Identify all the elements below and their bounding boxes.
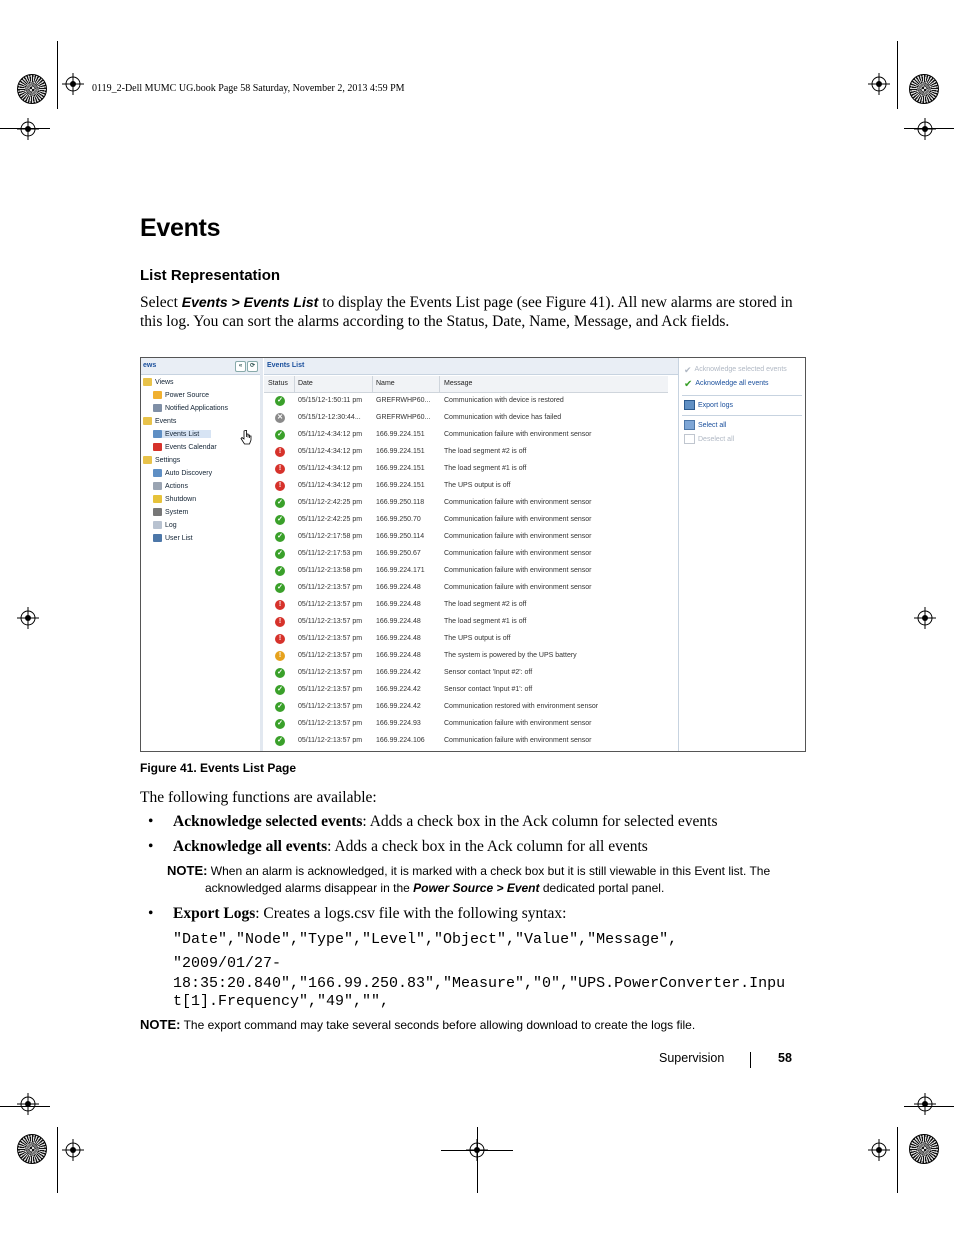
table-header bbox=[264, 376, 668, 393]
ok-status-icon: ✓ bbox=[275, 566, 285, 576]
cell-name: 166.99.224.42 bbox=[376, 703, 421, 710]
power-source-icon bbox=[153, 391, 162, 399]
cell-message: The system is powered by the UPS battery bbox=[444, 652, 577, 659]
ok-status-icon: ✓ bbox=[275, 430, 285, 440]
bullet-marker: • bbox=[148, 838, 154, 855]
tree-item-label: Events Calendar bbox=[165, 443, 217, 451]
critical-status-icon: ! bbox=[275, 481, 285, 491]
cell-date: 05/15/12-12:30:44... bbox=[298, 414, 361, 421]
table-row[interactable] bbox=[264, 495, 668, 512]
table-row[interactable] bbox=[264, 546, 668, 563]
footer-section: Supervision bbox=[659, 1051, 725, 1065]
crop-mark bbox=[57, 1127, 58, 1193]
ok-status-icon: ✓ bbox=[275, 532, 285, 542]
tree-item-label: Power Source bbox=[165, 391, 209, 399]
critical-status-icon: ! bbox=[275, 634, 285, 644]
table-row[interactable] bbox=[264, 699, 668, 716]
tree-item-label: System bbox=[165, 508, 189, 516]
tree-item-label: Actions bbox=[165, 482, 188, 490]
refresh-button[interactable]: ⟳ bbox=[247, 361, 258, 372]
cell-message: The load segment #2 is off bbox=[444, 448, 527, 455]
ok-status-icon: ✓ bbox=[275, 498, 285, 508]
cell-message: Communication failure with environment sensor bbox=[444, 550, 592, 557]
system-icon bbox=[153, 508, 162, 516]
cell-name: 166.99.250.114 bbox=[376, 533, 425, 540]
column-message[interactable]: Message bbox=[444, 380, 473, 387]
ok-status-icon: ✓ bbox=[275, 515, 285, 525]
intro-paragraph: Select Events > Events List to display the Events List page (see Figure 41). All new alarms are stored in this log. You can sort the alarms according to the Status, Date, Name, Message, and Ack fields. bbox=[140, 294, 793, 330]
divider bbox=[682, 415, 802, 416]
color-target-icon bbox=[909, 1134, 939, 1164]
cell-date: 05/11/12-2:42:25 pm bbox=[298, 516, 363, 523]
table-row[interactable] bbox=[264, 614, 668, 631]
cell-date: 05/11/12-2:13:57 pm bbox=[298, 703, 363, 710]
cell-message: Communication failure with environment sensor bbox=[444, 584, 592, 591]
table-row[interactable] bbox=[264, 410, 668, 427]
bullet-marker: • bbox=[148, 905, 154, 922]
cell-date: 05/11/12-4:34:12 pm bbox=[298, 448, 363, 455]
fail-status-icon: ✕ bbox=[275, 413, 285, 423]
tree-item[interactable] bbox=[143, 456, 180, 464]
column-name[interactable]: Name bbox=[376, 380, 395, 387]
export-logs-action[interactable]: Export logs bbox=[684, 400, 733, 410]
registration-mark-icon bbox=[914, 607, 936, 629]
code-line: "Date","Node","Type","Level","Object","Value","Message", bbox=[173, 931, 678, 948]
table-row[interactable] bbox=[264, 444, 668, 461]
crop-mark bbox=[897, 41, 898, 109]
cell-date: 05/11/12-2:17:58 pm bbox=[298, 533, 363, 540]
cell-date: 05/11/12-2:42:25 pm bbox=[298, 499, 363, 506]
cell-message: Communication failure with environment sensor bbox=[444, 720, 592, 727]
cell-message: Communication failure with environment sensor bbox=[444, 516, 592, 523]
cell-date: 05/11/12-2:13:57 pm bbox=[298, 686, 363, 693]
folder-icon bbox=[143, 417, 152, 425]
cell-message: Sensor contact 'Input #1': off bbox=[444, 686, 533, 693]
ok-status-icon: ✓ bbox=[275, 583, 285, 593]
user-list-icon bbox=[153, 534, 162, 542]
cell-name: 166.99.224.151 bbox=[376, 465, 425, 472]
tree-item-label: Shutdown bbox=[165, 495, 197, 503]
cell-message: Communication failure with environment sensor bbox=[444, 567, 592, 574]
color-target-icon bbox=[909, 74, 939, 104]
tree-item[interactable] bbox=[153, 391, 209, 399]
events-list-header: Events List bbox=[264, 358, 678, 375]
note-export: NOTE: The export command may take several seconds before allowing download to create the logs file. bbox=[140, 1017, 696, 1032]
table-row[interactable] bbox=[264, 716, 668, 733]
ok-status-icon: ✓ bbox=[275, 549, 285, 559]
ok-status-icon: ✓ bbox=[275, 702, 285, 712]
table-row[interactable] bbox=[264, 563, 668, 580]
tree-item[interactable] bbox=[153, 443, 217, 451]
cell-name: 166.99.224.93 bbox=[376, 720, 421, 727]
cell-name: 166.99.224.151 bbox=[376, 448, 425, 455]
shutdown-icon bbox=[153, 495, 162, 503]
table-row[interactable] bbox=[264, 648, 668, 665]
book-slug: 0119_2-Dell MUMC UG.book Page 58 Saturday, November 2, 2013 4:59 PM bbox=[92, 83, 405, 94]
crop-mark bbox=[897, 1127, 898, 1193]
cell-name: 166.99.224.106 bbox=[376, 737, 425, 744]
cell-date: 05/11/12-4:34:12 pm bbox=[298, 465, 363, 472]
tree-item[interactable] bbox=[143, 378, 174, 386]
tree-item-label: User List bbox=[165, 534, 193, 542]
menu-path: Events > Events List bbox=[181, 294, 319, 310]
collapse-button[interactable]: « bbox=[235, 361, 246, 372]
folder-icon bbox=[143, 378, 152, 386]
navigation-panel bbox=[141, 358, 261, 751]
cell-name: 166.99.224.42 bbox=[376, 686, 421, 693]
registration-mark-icon bbox=[17, 607, 39, 629]
cell-message: The load segment #2 is off bbox=[444, 601, 527, 608]
critical-status-icon: ! bbox=[275, 617, 285, 627]
bullet-marker: • bbox=[148, 813, 154, 830]
cell-name: 166.99.224.171 bbox=[376, 567, 425, 574]
cell-date: 05/11/12-2:13:57 pm bbox=[298, 669, 363, 676]
registration-mark-icon bbox=[17, 1093, 39, 1115]
checkmark-icon: ✔ bbox=[684, 379, 693, 390]
table-row[interactable] bbox=[264, 529, 668, 546]
tree-item[interactable] bbox=[143, 417, 176, 425]
list-icon bbox=[153, 430, 162, 438]
bullet-export-logs: Export Logs: Creates a logs.csv file with the following syntax: bbox=[173, 905, 567, 922]
cell-message: The UPS output is off bbox=[444, 482, 511, 489]
cell-date: 05/11/12-2:13:57 pm bbox=[298, 652, 363, 659]
cell-name: 166.99.250.67 bbox=[376, 550, 421, 557]
table-row[interactable] bbox=[264, 512, 668, 529]
code-line: t[1].Frequency","49","", bbox=[173, 993, 390, 1010]
crop-mark bbox=[477, 1127, 478, 1193]
cell-name: GREFRWHP60... bbox=[376, 414, 431, 421]
tree-item[interactable] bbox=[153, 495, 196, 503]
table-row[interactable] bbox=[264, 478, 668, 495]
tree-item[interactable] bbox=[153, 482, 188, 490]
bullet-ack-all: Acknowledge all events: Adds a check box in the Ack column for all events bbox=[173, 838, 648, 855]
deselect-all-icon bbox=[684, 434, 695, 444]
cell-date: 05/11/12-2:13:57 pm bbox=[298, 584, 363, 591]
code-line: "2009/01/27- bbox=[173, 955, 282, 972]
bullet-ack-selected: Acknowledge selected events: Adds a check box in the Ack column for selected events bbox=[173, 813, 718, 830]
registration-mark-icon bbox=[868, 1139, 890, 1161]
cell-name: 166.99.250.118 bbox=[376, 499, 425, 506]
panel-splitter[interactable] bbox=[260, 358, 263, 751]
tree-item-label: Settings bbox=[155, 456, 181, 464]
table-row[interactable] bbox=[264, 393, 668, 410]
cell-message: Communication failure with environment sensor bbox=[444, 737, 592, 744]
section-subheading: List Representation bbox=[140, 267, 281, 284]
registration-mark-icon bbox=[914, 118, 936, 140]
cell-name: 166.99.224.48 bbox=[376, 618, 421, 625]
cell-date: 05/11/12-2:13:57 pm bbox=[298, 618, 363, 625]
registration-mark-icon bbox=[914, 1093, 936, 1115]
code-line: 18:35:20.840","166.99.250.83","Measure","0","UPS.PowerConverter.Inpu bbox=[173, 975, 786, 992]
crop-mark bbox=[57, 41, 58, 109]
cell-date: 05/11/12-2:13:58 pm bbox=[298, 567, 363, 574]
cell-name: 166.99.224.48 bbox=[376, 635, 421, 642]
select-all-action[interactable]: Select all bbox=[684, 420, 726, 430]
cell-message: Communication with device has failed bbox=[444, 414, 562, 421]
checkmark-icon: ✔ bbox=[684, 365, 692, 375]
tree-item[interactable] bbox=[153, 430, 211, 438]
note-label: NOTE: bbox=[167, 863, 208, 878]
warning-status-icon: ! bbox=[275, 651, 285, 661]
ok-status-icon: ✓ bbox=[275, 668, 285, 678]
table-row[interactable] bbox=[264, 597, 668, 614]
table-row[interactable] bbox=[264, 682, 668, 699]
note-label: NOTE: bbox=[140, 1017, 181, 1032]
tree-item-label: Log bbox=[165, 521, 177, 529]
ack-all-action[interactable]: ✔ Acknowledge all events bbox=[684, 379, 769, 390]
actions-icon bbox=[153, 482, 162, 490]
cell-date: 05/11/12-2:13:57 pm bbox=[298, 720, 363, 727]
column-status[interactable]: Status bbox=[268, 380, 288, 387]
critical-status-icon: ! bbox=[275, 447, 285, 457]
cell-message: Communication failure with environment sensor bbox=[444, 533, 592, 540]
tree-item-label: Views bbox=[155, 378, 174, 386]
cell-name: 166.99.224.151 bbox=[376, 482, 425, 489]
cell-message: The load segment #1 is off bbox=[444, 618, 527, 625]
ok-status-icon: ✓ bbox=[275, 719, 285, 729]
registration-mark-icon bbox=[17, 118, 39, 140]
figure-caption: Figure 41. Events List Page bbox=[140, 761, 297, 775]
functions-intro: The following functions are available: bbox=[140, 789, 377, 806]
cell-message: The load segment #1 is off bbox=[444, 465, 527, 472]
cell-name: 166.99.224.48 bbox=[376, 652, 421, 659]
tree-item-label: Events bbox=[155, 417, 177, 425]
deselect-all-action[interactable]: Deselect all bbox=[684, 434, 734, 444]
tree-item[interactable] bbox=[153, 521, 177, 529]
cell-message: Communication with device is restored bbox=[444, 397, 564, 404]
table-row[interactable] bbox=[264, 461, 668, 478]
log-icon bbox=[153, 521, 162, 529]
cell-date: 05/11/12-2:13:57 pm bbox=[298, 601, 363, 608]
folder-icon bbox=[143, 456, 152, 464]
tree-item[interactable] bbox=[153, 404, 228, 412]
actions-panel bbox=[679, 358, 805, 751]
ack-selected-action[interactable]: ✔ Acknowledge selected events bbox=[684, 365, 787, 375]
page-heading: Events bbox=[140, 214, 221, 242]
select-all-icon bbox=[684, 420, 695, 430]
table-row[interactable] bbox=[264, 427, 668, 444]
table-row[interactable] bbox=[264, 631, 668, 648]
cell-message: Sensor contact 'Input #2': off bbox=[444, 669, 533, 676]
discovery-icon bbox=[153, 469, 162, 477]
cell-date: 05/15/12-1:50:11 pm bbox=[298, 397, 363, 404]
color-target-icon bbox=[17, 74, 47, 104]
table-row[interactable] bbox=[264, 733, 668, 750]
note-acknowledged: NOTE: When an alarm is acknowledged, it is marked with a check box but it is still viewable in this Event list. The acknowledged alarms disappear in the Power Source > Event dedicated portal panel. bbox=[167, 863, 771, 895]
cell-name: GREFRWHP60... bbox=[376, 397, 431, 404]
cell-name: 166.99.250.70 bbox=[376, 516, 421, 523]
export-icon bbox=[684, 400, 695, 410]
mouse-pointer-icon bbox=[240, 430, 252, 446]
divider bbox=[682, 395, 802, 396]
ok-status-icon: ✓ bbox=[275, 685, 285, 695]
cell-message: The UPS output is off bbox=[444, 635, 511, 642]
critical-status-icon: ! bbox=[275, 464, 285, 474]
cell-name: 166.99.224.42 bbox=[376, 669, 421, 676]
cell-name: 166.99.224.48 bbox=[376, 584, 421, 591]
page-number: 58 bbox=[778, 1051, 792, 1065]
cell-date: 05/11/12-4:34:12 pm bbox=[298, 431, 363, 438]
tree-item-label: Events List bbox=[165, 430, 200, 438]
tree-item[interactable] bbox=[153, 469, 212, 477]
cell-message: Communication failure with environment sensor bbox=[444, 431, 592, 438]
registration-mark-icon bbox=[62, 73, 84, 95]
cell-date: 05/11/12-2:13:57 pm bbox=[298, 635, 363, 642]
tree-item-label: Auto Discovery bbox=[165, 469, 213, 477]
table-row[interactable] bbox=[264, 665, 668, 682]
critical-status-icon: ! bbox=[275, 600, 285, 610]
ok-status-icon: ✓ bbox=[275, 396, 285, 406]
footer-divider bbox=[750, 1052, 751, 1068]
tree-item-label: Notified Applications bbox=[165, 404, 229, 412]
cell-message: Communication failure with environment sensor bbox=[444, 499, 592, 506]
cell-name: 166.99.224.151 bbox=[376, 431, 425, 438]
cell-date: 05/11/12-4:34:12 pm bbox=[298, 482, 363, 489]
nav-panel-header: ews « ⟳ bbox=[141, 358, 260, 375]
events-list-screenshot bbox=[140, 357, 806, 752]
applications-icon bbox=[153, 404, 162, 412]
cell-message: Communication restored with environment sensor bbox=[444, 703, 599, 710]
color-target-icon bbox=[17, 1134, 47, 1164]
column-date[interactable]: Date bbox=[298, 380, 313, 387]
ok-status-icon: ✓ bbox=[275, 736, 285, 746]
events-list-panel bbox=[264, 358, 678, 751]
cell-date: 05/11/12-2:13:57 pm bbox=[298, 737, 363, 744]
registration-mark-icon bbox=[868, 73, 890, 95]
table-row[interactable] bbox=[264, 580, 668, 597]
calendar-icon bbox=[153, 443, 162, 451]
registration-mark-icon bbox=[62, 1139, 84, 1161]
tree-item[interactable] bbox=[153, 508, 188, 516]
crop-mark bbox=[441, 1150, 513, 1151]
cell-name: 166.99.224.48 bbox=[376, 601, 421, 608]
cell-date: 05/11/12-2:17:53 pm bbox=[298, 550, 363, 557]
tree-item[interactable] bbox=[153, 534, 193, 542]
